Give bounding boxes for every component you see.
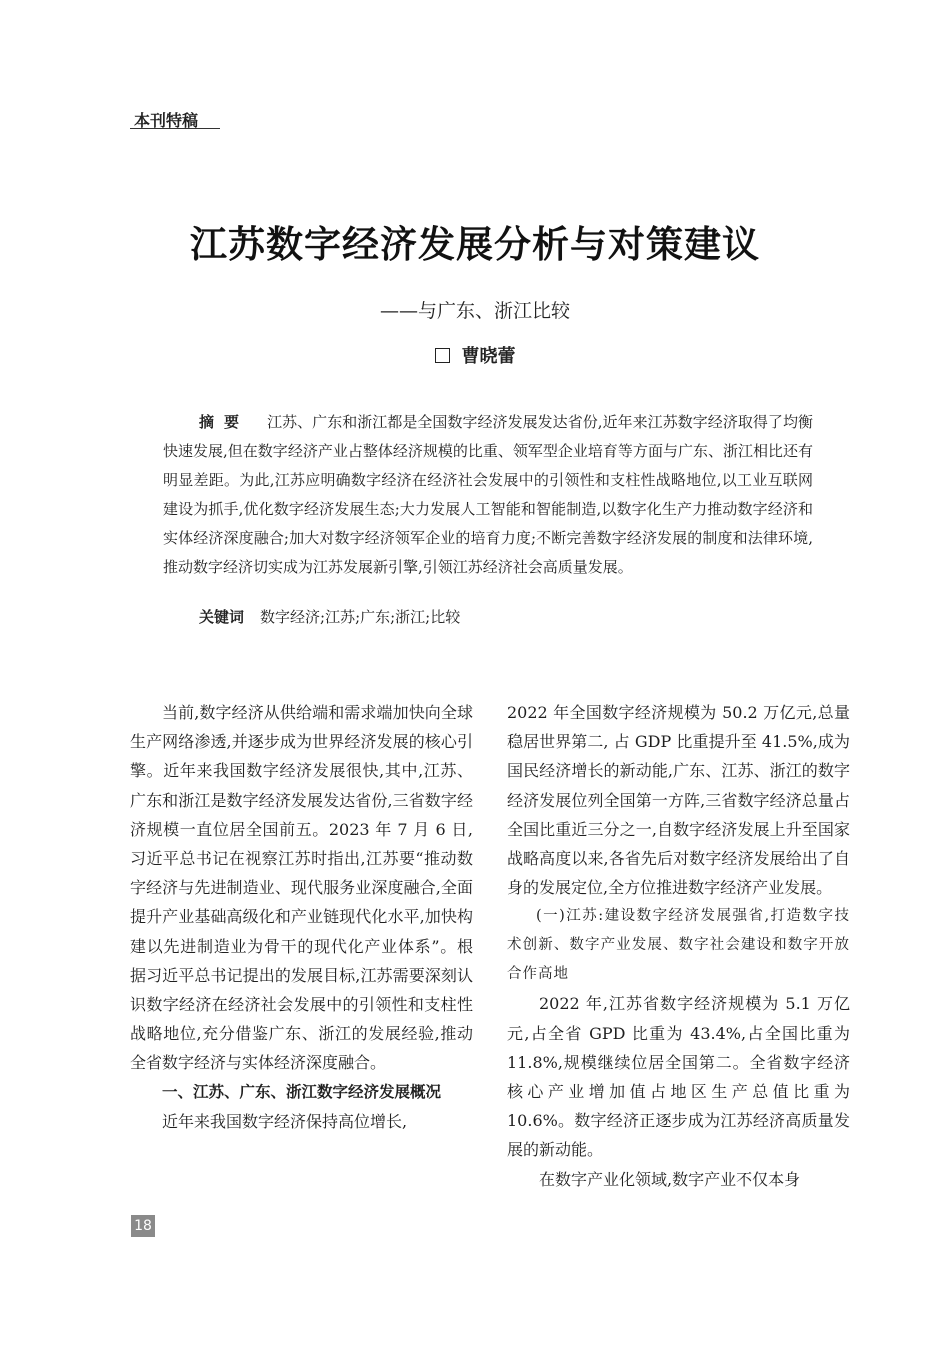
body-paragraph: 近年来我国数字经济保持高位增长, bbox=[162, 1111, 408, 1131]
article-title: 江苏数字经济发展分析与对策建议 bbox=[190, 222, 760, 266]
keywords-text: 数字经济;江苏;广东;浙江;比较 bbox=[260, 608, 461, 626]
abstract-label: 摘要 bbox=[199, 413, 250, 431]
keywords-label: 关键词 bbox=[199, 608, 245, 626]
page-number: 18 bbox=[131, 1215, 155, 1237]
section-tag-underline bbox=[130, 128, 220, 129]
keywords bbox=[199, 606, 819, 627]
abstract-text: 江苏、广东和浙江都是全国数字经济发展发达省份,近年来江苏数字经济取得了均衡快速发展,但在数字经济产业占整体经济规模的比重、领军型企业培育等方面与广东、浙江相比还有明显差距。为此,江苏应明确数字经济在经济社会发展中的引领性和支柱性战略地位,以工业互联网建设为抓手,优化数字经济发展生态;大力发展人工智能和智能制造,以数字化生产力推动数字经济和实体经济深度融合;加大对数字经济领军企业的培育力度;不断完善数字经济发展的制度和法律环境,推动数字经济切实成为江苏发展新引擎,引领江苏经济社会高质量发展。 bbox=[163, 413, 813, 576]
body-column-left bbox=[130, 698, 473, 1136]
subsection-heading: (一)江苏:建设数字经济发展强省,打造数字技术创新、数字产业发展、数字社会建设和数字开放合作高地 bbox=[507, 908, 850, 983]
author-name: 曹晓蕾 bbox=[461, 346, 516, 367]
body-paragraph: 当前,数字经济从供给端和需求端加快向全球生产网络渗透,并逐步成为世界经济发展的核心引擎。近年来我国数字经济发展很快,其中,江苏、广东和浙江是数字经济发展发达省份,三省数字经济规模一直位居全国前五。2023 年 7 月 6 日,习近平总书记在视察江苏时指出,江苏要“推动数字经济与先进制造业、现代服务业深度融合,全面提升产业基础高级化和产业链现代化水平,加快构建以先进制造业为骨干的现代化产业体系”。根据习近平总书记提出的发展目标,江苏需要深刻认识数字经济在经济社会发展中的引领性和支柱性战略地位,充分借鉴广东、浙江的发展经验,推动全省数字经济与实体经济深度融合。 bbox=[130, 703, 473, 1073]
square-icon bbox=[435, 348, 450, 363]
body-paragraph: 在数字产业化领域,数字产业不仅本身 bbox=[539, 1169, 801, 1189]
section-heading: 一、江苏、广东、浙江数字经济发展概况 bbox=[161, 1082, 441, 1101]
body-paragraph: 2022 年全国数字经济规模为 50.2 万亿元,总量稳居世界第二, 占 GDP 比重提升至 41.5%,成为国民经济增长的新动能,广东、江苏、浙江的数字经济发展位列全国第一方阵,三省数字经济总量占全国比重近三分之一,自数字经济发展上升至国家战略高度以来,各省先后对数字经济发展给出了自身的发展定位,全方位推进数字经济产业发展。 bbox=[507, 703, 850, 898]
abstract bbox=[163, 408, 813, 582]
article-subtitle: ——与广东、浙江比较 bbox=[379, 300, 570, 322]
author-line bbox=[0, 342, 950, 368]
body-paragraph: 2022 年,江苏省数字经济规模为 5.1 万亿元,占全省 GPD 比重为 43.4%,占全国比重为 11.8%,规模继续位居全国第二。全省数字经济核心产业增加值占地区生产总值比重为 10.6%。数字经济正逐步成为江苏经济高质量发展的新动能。 bbox=[507, 994, 850, 1160]
section-tag: 本刊特稿 bbox=[134, 111, 199, 130]
body-column-right bbox=[507, 698, 850, 1194]
